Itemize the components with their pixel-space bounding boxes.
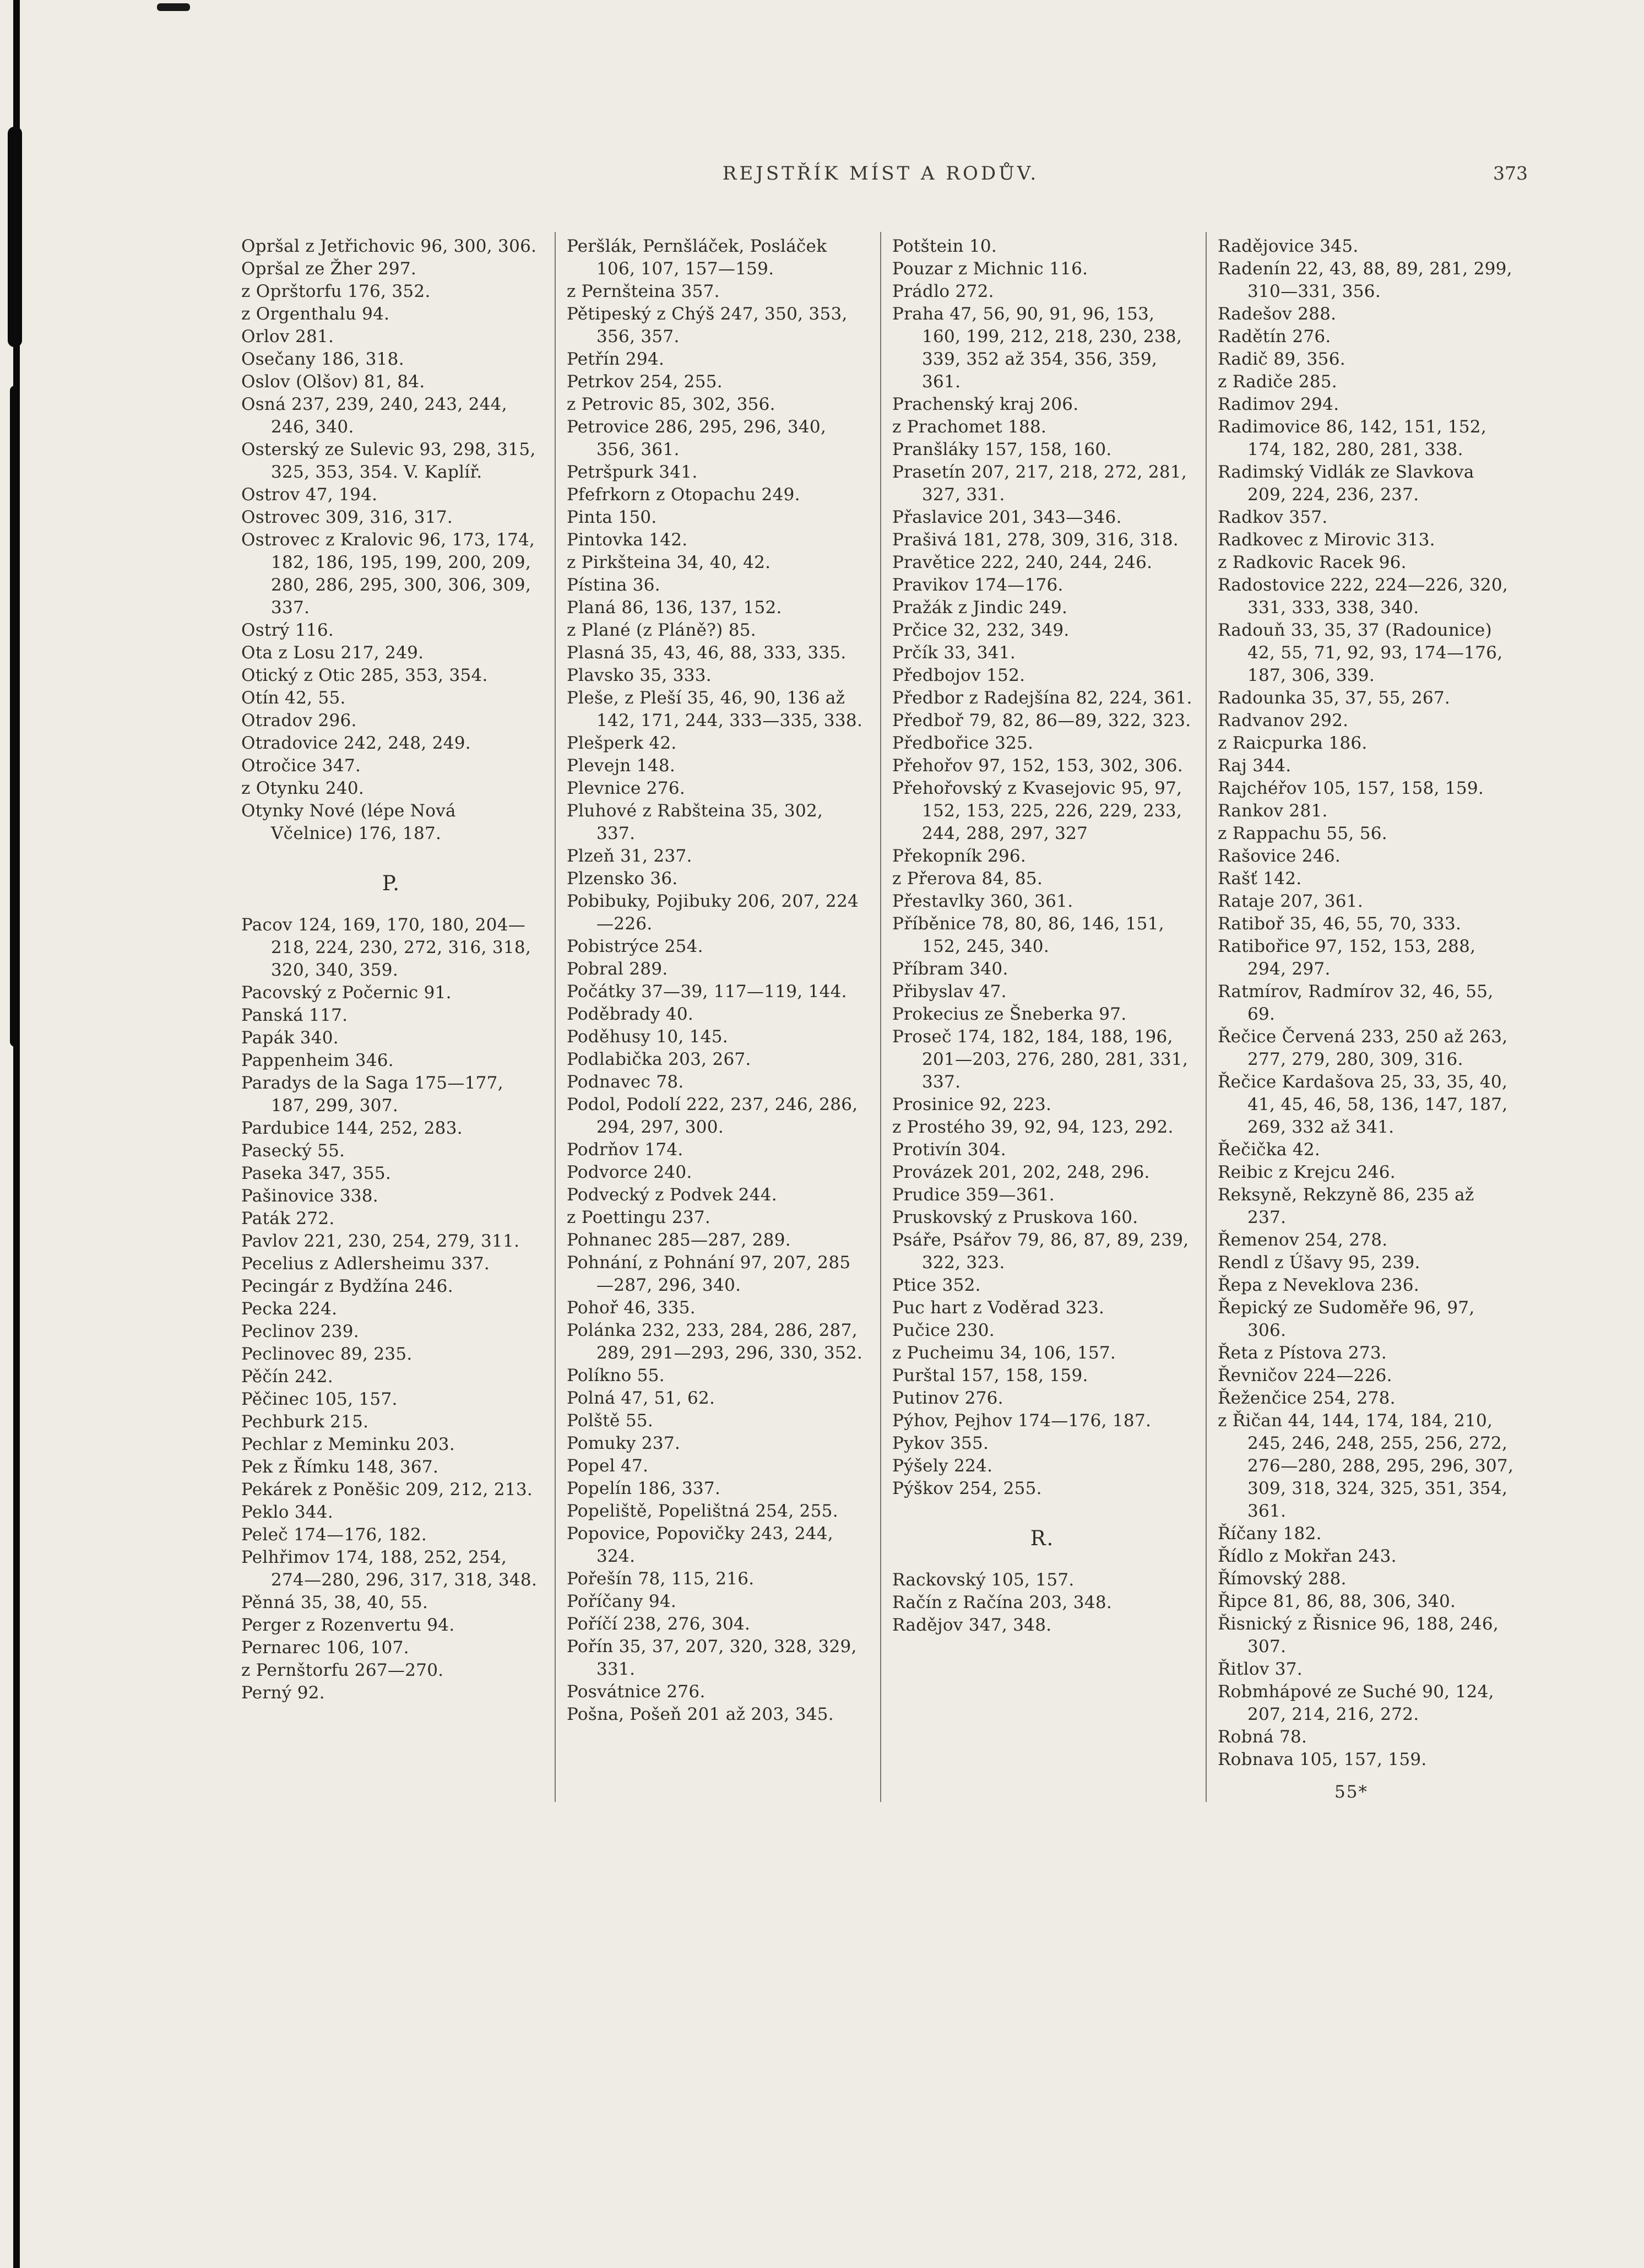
index-entry: Pinta 150. <box>567 507 657 527</box>
index-entry: Osterský ze Sulevic 93, 298, 315, 325, 353, 354. V. Kaplíř. <box>241 440 536 482</box>
index-entry: Radostovice 222, 224—226, 320, 331, 333, 338, 340. <box>1218 575 1509 618</box>
index-entry: Pappenheim 346. <box>241 1051 394 1070</box>
index-entry: Podol, Podolí 222, 237, 246, 286, 294, 297, 300. <box>567 1095 858 1137</box>
index-entry: Oslov (Olšov) 81, 84. <box>241 372 425 392</box>
index-entry: Paseka 347, 355. <box>241 1163 392 1183</box>
index-entry: Pobral 289. <box>567 959 668 979</box>
index-entry: Reksyně, Rekzyně 86, 235 až 237. <box>1218 1185 1474 1227</box>
index-entry: Reibic z Krejcu 246. <box>1218 1162 1396 1182</box>
index-column-3 <box>881 232 1206 1802</box>
index-entry: Provázek 201, 202, 248, 296. <box>892 1162 1150 1182</box>
index-columns <box>230 232 1531 1802</box>
index-entry: z Pirkšteina 34, 40, 42. <box>567 553 771 572</box>
index-entry: Pravětice 222, 240, 244, 246. <box>892 553 1153 572</box>
index-entry: Pěnná 35, 38, 40, 55. <box>241 1593 428 1612</box>
index-entry: z Raicpurka 186. <box>1218 733 1368 753</box>
index-entry: Osečany 186, 318. <box>241 349 404 369</box>
index-entry: z Poettingu 237. <box>567 1208 711 1227</box>
index-entry: Říčany 182. <box>1218 1524 1322 1544</box>
index-entry: Prosinice 92, 223. <box>892 1095 1052 1114</box>
index-entry: Pěčín 242. <box>241 1367 333 1387</box>
index-entry: Radenín 22, 43, 88, 89, 281, 299, 310—331, 356. <box>1218 259 1512 301</box>
index-entry: Otín 42, 55. <box>241 688 346 708</box>
index-column-4 <box>1207 232 1531 1802</box>
column-divider <box>880 232 881 1802</box>
index-entry: Pecka 224. <box>241 1299 338 1319</box>
index-entry: Posvátnice 276. <box>567 1682 706 1702</box>
index-entry: Perger z Rozenvertu 94. <box>241 1615 455 1635</box>
index-entry: Plzeň 31, 237. <box>567 846 692 866</box>
index-entry: Podvecký z Podvek 244. <box>567 1185 777 1205</box>
index-entry: Pleše, z Pleší 35, 46, 90, 136 až 142, 171, 244, 333—335, 338. <box>567 688 863 730</box>
index-entry: Popelín 186, 337. <box>567 1479 721 1498</box>
index-entry: Pranšláky 157, 158, 160. <box>892 440 1112 459</box>
index-entry: z Plané (z Pláně?) 85. <box>567 620 756 640</box>
index-entry: Ratibořice 97, 152, 153, 288, 294, 297. <box>1218 937 1476 979</box>
index-entry: Pýškov 254, 255. <box>892 1479 1042 1498</box>
index-entry: Paradys de la Saga 175—177, 187, 299, 307. <box>241 1073 503 1116</box>
scan-blob-artifact-2 <box>10 386 20 1047</box>
index-entry: Putinov 276. <box>892 1388 1003 1408</box>
index-entry: Pětipeský z Chýš 247, 350, 353, 356, 357. <box>567 304 848 347</box>
page <box>230 163 1531 1802</box>
index-entry: Prasetín 207, 217, 218, 272, 281, 327, 331. <box>892 462 1187 505</box>
index-entry: Pohoř 46, 335. <box>567 1298 696 1318</box>
index-entry: Peršlák, Pernšláček, Posláček 106, 107, 157—159. <box>567 236 827 279</box>
index-entry: Řečička 42. <box>1218 1140 1321 1160</box>
index-entry: Panská 117. <box>241 1005 348 1025</box>
index-entry: Pobibuky, Pojibuky 206, 207, 224—226. <box>567 891 859 934</box>
index-column-1 <box>230 232 555 1802</box>
index-entry: Příběnice 78, 80, 86, 146, 151, 152, 245, 340. <box>892 914 1164 956</box>
index-entry: Popel 47. <box>567 1456 649 1476</box>
index-entry: Ostrov 47, 194. <box>241 485 378 505</box>
index-entry: Předboř 79, 82, 86—89, 322, 323. <box>892 711 1191 730</box>
index-entry: Pořín 35, 37, 207, 320, 328, 329, 331. <box>567 1637 857 1679</box>
index-entry: z Pernšteina 357. <box>567 282 720 301</box>
index-entry: z Petrovic 85, 302, 356. <box>567 394 775 414</box>
index-entry: z Prostého 39, 92, 94, 123, 292. <box>892 1117 1174 1137</box>
index-entry: Ostrovec z Kralovic 96, 173, 174, 182, 186, 195, 199, 200, 209, 280, 286, 295, 300, 306, 309, 337. <box>241 530 535 618</box>
index-entry: Pravikov 174—176. <box>892 575 1064 595</box>
index-entry: Orlov 281. <box>241 327 334 347</box>
index-entry: Pluhové z Rabšteina 35, 302, 337. <box>567 801 823 843</box>
index-entry: Pěčinec 105, 157. <box>241 1389 398 1409</box>
index-entry: Plavsko 35, 333. <box>567 665 712 685</box>
index-entry: Plevnice 276. <box>567 778 685 798</box>
index-entry: Pelhřimov 174, 188, 252, 254, 274—280, 296, 317, 318, 348. <box>241 1547 538 1590</box>
index-entry: Robnava 105, 157, 159. <box>1218 1750 1427 1769</box>
index-entry: Radešov 288. <box>1218 304 1337 324</box>
index-entry: Potštein 10. <box>892 236 997 256</box>
index-entry: z Oprštorfu 176, 352. <box>241 282 431 301</box>
index-entry: Řepa z Neveklova 236. <box>1218 1275 1419 1295</box>
index-entry: Plzensko 36. <box>567 869 678 889</box>
index-entry: z Pucheimu 34, 106, 157. <box>892 1343 1116 1363</box>
index-entry: Opršal ze Žher 297. <box>241 259 417 279</box>
index-entry: Předbor z Radejšína 82, 224, 361. <box>892 688 1192 708</box>
index-entry: Petrovice 286, 295, 296, 340, 356, 361. <box>567 417 827 459</box>
column-divider <box>1206 232 1207 1802</box>
index-entry: Račín z Račína 203, 348. <box>892 1593 1113 1612</box>
index-entry: Pohnanec 285—287, 289. <box>567 1230 791 1250</box>
index-entry: Radějov 347, 348. <box>892 1615 1052 1635</box>
index-entry: Rašovice 246. <box>1218 846 1341 866</box>
index-entry: Pavlov 221, 230, 254, 279, 311. <box>241 1231 520 1251</box>
index-entry: Řemenov 254, 278. <box>1218 1230 1388 1250</box>
index-entry: Polná 47, 51, 62. <box>567 1388 715 1408</box>
index-entry: z Rappachu 55, 56. <box>1218 824 1387 843</box>
column-divider <box>555 232 556 1802</box>
index-entry: Řipce 81, 86, 88, 306, 340. <box>1218 1592 1456 1611</box>
index-entry: Řečice Kardašova 25, 33, 35, 40, 41, 45, 46, 58, 136, 147, 187, 269, 332 až 341. <box>1218 1072 1508 1137</box>
index-entry: Radič 89, 356. <box>1218 349 1345 369</box>
index-entry: Prádlo 272. <box>892 282 994 301</box>
scan-blob-artifact <box>8 127 22 347</box>
index-entry: Puc hart z Voděrad 323. <box>892 1298 1105 1318</box>
index-entry: Přibyslav 47. <box>892 982 1007 1002</box>
index-entry: Radkovec z Mirovic 313. <box>1218 530 1435 550</box>
scan-mark-artifact <box>157 3 190 11</box>
index-entry: Řečice Červená 233, 250 až 263, 277, 279, 280, 309, 316. <box>1218 1027 1508 1069</box>
index-entry: Plasná 35, 43, 46, 88, 333, 335. <box>567 643 847 663</box>
index-entry: Robmhápové ze Suché 90, 124, 207, 214, 216, 272. <box>1218 1682 1494 1724</box>
section-heading: P. <box>382 872 401 895</box>
index-entry: Řepický ze Sudoměře 96, 97, 306. <box>1218 1298 1475 1340</box>
index-entry: Pek z Římku 148, 367. <box>241 1457 439 1477</box>
index-entry: z Prachomet 188. <box>892 417 1047 437</box>
index-entry: Pacovský z Počernic 91. <box>241 983 452 1003</box>
index-entry: z Pernštorfu 267—270. <box>241 1660 444 1680</box>
index-entry: Ratmírov, Radmírov 32, 46, 55, 69. <box>1218 982 1494 1024</box>
index-entry: Řitlov 37. <box>1218 1659 1303 1679</box>
index-entry: Polánka 232, 233, 284, 286, 287, 289, 291—293, 296, 330, 352. <box>567 1320 863 1363</box>
index-entry: Robná 78. <box>1218 1727 1307 1747</box>
index-entry: Popeliště, Popelištná 254, 255. <box>567 1501 838 1521</box>
index-entry: Pruskovský z Pruskova 160. <box>892 1208 1138 1227</box>
section-heading: R. <box>1030 1527 1055 1550</box>
index-entry: Pomuky 237. <box>567 1433 681 1453</box>
index-entry: Pernarec 106, 107. <box>241 1638 409 1658</box>
index-entry: Radimský Vidlák ze Slavkova 209, 224, 236, 237. <box>1218 462 1474 505</box>
index-entry: Římovský 288. <box>1218 1569 1347 1589</box>
index-entry: Petršpurk 341. <box>567 462 698 482</box>
index-entry: Ostrovec 309, 316, 317. <box>241 507 453 527</box>
index-entry: Rankov 281. <box>1218 801 1328 821</box>
index-entry: Peleč 174—176, 182. <box>241 1525 427 1545</box>
index-entry: Řeženčice 254, 278. <box>1218 1388 1396 1408</box>
index-entry: Pecelius z Adlersheimu 337. <box>241 1254 490 1274</box>
index-entry: Prčík 33, 341. <box>892 643 1016 663</box>
index-entry: Pučice 230. <box>892 1320 995 1340</box>
index-entry: Polště 55. <box>567 1411 654 1431</box>
index-entry: Otradov 296. <box>241 711 357 730</box>
index-entry: Pohnání, z Pohnání 97, 207, 285—287, 296, 340. <box>567 1253 851 1295</box>
index-entry: Přestavlky 360, 361. <box>892 891 1073 911</box>
index-entry: Otynky Nové (lépe Nová Včelnice) 176, 187. <box>241 801 456 843</box>
index-entry: Radějovice 345. <box>1218 236 1359 256</box>
index-entry: Předbojov 152. <box>892 665 1026 685</box>
index-entry: Radouň 33, 35, 37 (Radounice) 42, 55, 71, 92, 93, 174—176, 187, 306, 339. <box>1218 620 1503 685</box>
index-entry: Pintovka 142. <box>567 530 688 550</box>
index-entry: Pašinovice 338. <box>241 1186 378 1206</box>
index-entry: Přehořovský z Kvasejovic 95, 97, 152, 153, 225, 226, 229, 233, 244, 288, 297, 327 <box>892 778 1182 843</box>
index-entry: Ostrý 116. <box>241 620 334 640</box>
index-entry: Pýhov, Pejhov 174—176, 187. <box>892 1411 1152 1431</box>
index-entry: Plevejn 148. <box>567 756 676 776</box>
index-entry: Otradovice 242, 248, 249. <box>241 733 471 753</box>
index-entry: Pechlar z Meminku 203. <box>241 1435 455 1454</box>
index-entry: Planá 86, 136, 137, 152. <box>567 598 782 618</box>
index-entry: Pístina 36. <box>567 575 660 595</box>
index-entry: Pouzar z Michnic 116. <box>892 259 1088 279</box>
index-column-2 <box>556 232 880 1802</box>
index-entry: Pořešín 78, 115, 216. <box>567 1569 755 1589</box>
index-entry: Pobistrýce 254. <box>567 937 703 956</box>
index-entry: Rackovský 105, 157. <box>892 1570 1075 1590</box>
index-entry: Rataje 207, 361. <box>1218 891 1363 911</box>
index-entry: Přaslavice 201, 343—346. <box>892 507 1122 527</box>
index-entry: Petrkov 254, 255. <box>567 372 723 392</box>
index-entry: Radimovice 86, 142, 151, 152, 174, 182, 280, 281, 338. <box>1218 417 1486 459</box>
index-entry: Poříčí 238, 276, 304. <box>567 1614 751 1634</box>
index-entry: Proseč 174, 182, 184, 188, 196, 201—203, 276, 280, 281, 331, 337. <box>892 1027 1189 1092</box>
index-entry: Příbram 340. <box>892 959 1008 979</box>
index-entry: Prudice 359—361. <box>892 1185 1055 1205</box>
index-entry: Rajchéřov 105, 157, 158, 159. <box>1218 778 1484 798</box>
index-entry: Podnavec 78. <box>567 1072 684 1092</box>
index-entry: z Řičan 44, 144, 174, 184, 210, 245, 246, 248, 255, 256, 272, 276—280, 288, 295, 296, 307, 309, 318, 324, 325, 351, 354, 361. <box>1218 1411 1514 1521</box>
index-entry: Pykov 355. <box>892 1433 989 1453</box>
page-title: REJSTŘÍK MÍST A RODŮV. <box>722 163 1039 185</box>
index-entry: z Radkovic Racek 96. <box>1218 553 1407 572</box>
index-entry: Předbořice 325. <box>892 733 1034 753</box>
index-entry: Paták 272. <box>241 1209 335 1228</box>
index-entry: Peclinov 239. <box>241 1322 359 1341</box>
index-entry: Pacov 124, 169, 170, 180, 204—218, 224, 230, 272, 316, 318, 320, 340, 359. <box>241 915 531 980</box>
index-entry: Ratiboř 35, 46, 55, 70, 333. <box>1218 914 1462 934</box>
index-entry: Počátky 37—39, 117—119, 144. <box>567 982 847 1002</box>
index-entry: Perný 92. <box>241 1683 325 1703</box>
index-entry: Poříčany 94. <box>567 1592 677 1611</box>
index-entry: Pasecký 55. <box>241 1141 345 1161</box>
index-entry: z Otynku 240. <box>241 778 365 798</box>
index-entry: Osná 237, 239, 240, 243, 244, 246, 340. <box>241 394 507 437</box>
index-entry: Opršal z Jetřichovic 96, 300, 306. <box>241 236 537 256</box>
signature-mark: 55* <box>1334 1782 1368 1802</box>
index-entry: Překopník 296. <box>892 846 1027 866</box>
index-entry: z Radiče 285. <box>1218 372 1337 392</box>
index-entry: Popovice, Popovičky 243, 244, 324. <box>567 1524 833 1566</box>
index-entry: Peklo 344. <box>241 1502 334 1522</box>
index-entry: Protivín 304. <box>892 1140 1006 1160</box>
index-entry: z Orgenthalu 94. <box>241 304 390 324</box>
index-entry: Ota z Losu 217, 249. <box>241 643 424 663</box>
index-entry: Prokecius ze Šneberka 97. <box>892 1004 1127 1024</box>
index-entry: Prachenský kraj 206. <box>892 394 1079 414</box>
index-entry: Políkno 55. <box>567 1366 665 1385</box>
index-entry: Rašť 142. <box>1218 869 1302 889</box>
index-entry: Pfefrkorn z Otopachu 249. <box>567 485 800 505</box>
index-entry: Raj 344. <box>1218 756 1292 776</box>
page-number: 373 <box>1493 163 1528 184</box>
index-entry: Pardubice 144, 252, 283. <box>241 1118 463 1138</box>
index-entry: Řídlo z Mokřan 243. <box>1218 1546 1397 1566</box>
index-entry: Peclinovec 89, 235. <box>241 1344 413 1364</box>
index-entry: Poděbrady 40. <box>567 1004 694 1024</box>
index-entry: Purštal 157, 158, 159. <box>892 1366 1088 1385</box>
index-entry: Plešperk 42. <box>567 733 677 753</box>
index-entry: Pekárek z Poněšic 209, 212, 213. <box>241 1480 533 1500</box>
index-entry: Pecingár z Bydžína 246. <box>241 1276 453 1296</box>
index-entry: Radvanov 292. <box>1218 711 1349 730</box>
index-entry: Papák 340. <box>241 1028 339 1048</box>
index-entry: Podrňov 174. <box>567 1140 683 1160</box>
index-entry: Poděhusy 10, 145. <box>567 1027 728 1047</box>
index-entry: Praha 47, 56, 90, 91, 96, 153, 160, 199, 212, 218, 230, 238, 339, 352 až 354, 356, 359, 361. <box>892 304 1182 392</box>
index-entry: Otročice 347. <box>241 756 361 776</box>
index-entry: Radounka 35, 37, 55, 267. <box>1218 688 1451 708</box>
index-entry: Psáře, Psářov 79, 86, 87, 89, 239, 322, 323. <box>892 1230 1189 1273</box>
index-entry: Ptice 352. <box>892 1275 981 1295</box>
index-entry: Pražák z Jindic 249. <box>892 598 1068 618</box>
index-entry: Řevničov 224—226. <box>1218 1366 1392 1385</box>
index-entry: Pechburk 215. <box>241 1412 369 1432</box>
index-entry: Rendl z Úšavy 95, 239. <box>1218 1253 1420 1273</box>
index-entry: Přehořov 97, 152, 153, 302, 306. <box>892 756 1183 776</box>
index-entry: Řeta z Pístova 273. <box>1218 1343 1387 1363</box>
index-entry: Radimov 294. <box>1218 394 1339 414</box>
index-entry: z Přerova 84, 85. <box>892 869 1043 889</box>
index-entry: Řisnický z Řisnice 96, 188, 246, 307. <box>1218 1614 1499 1657</box>
index-entry: Petřín 294. <box>567 349 665 369</box>
index-entry: Otický z Otic 285, 353, 354. <box>241 665 488 685</box>
index-entry: Pošna, Pošeň 201 až 203, 345. <box>567 1704 834 1724</box>
index-entry: Pýšely 224. <box>892 1456 993 1476</box>
index-entry: Radětín 276. <box>1218 327 1331 347</box>
index-entry: Prčice 32, 232, 349. <box>892 620 1070 640</box>
index-entry: Radkov 357. <box>1218 507 1328 527</box>
index-entry: Prašivá 181, 278, 309, 316, 318. <box>892 530 1179 550</box>
page-header <box>230 163 1531 215</box>
index-entry: Podlabička 203, 267. <box>567 1049 751 1069</box>
index-entry: Podvorce 240. <box>567 1162 692 1182</box>
